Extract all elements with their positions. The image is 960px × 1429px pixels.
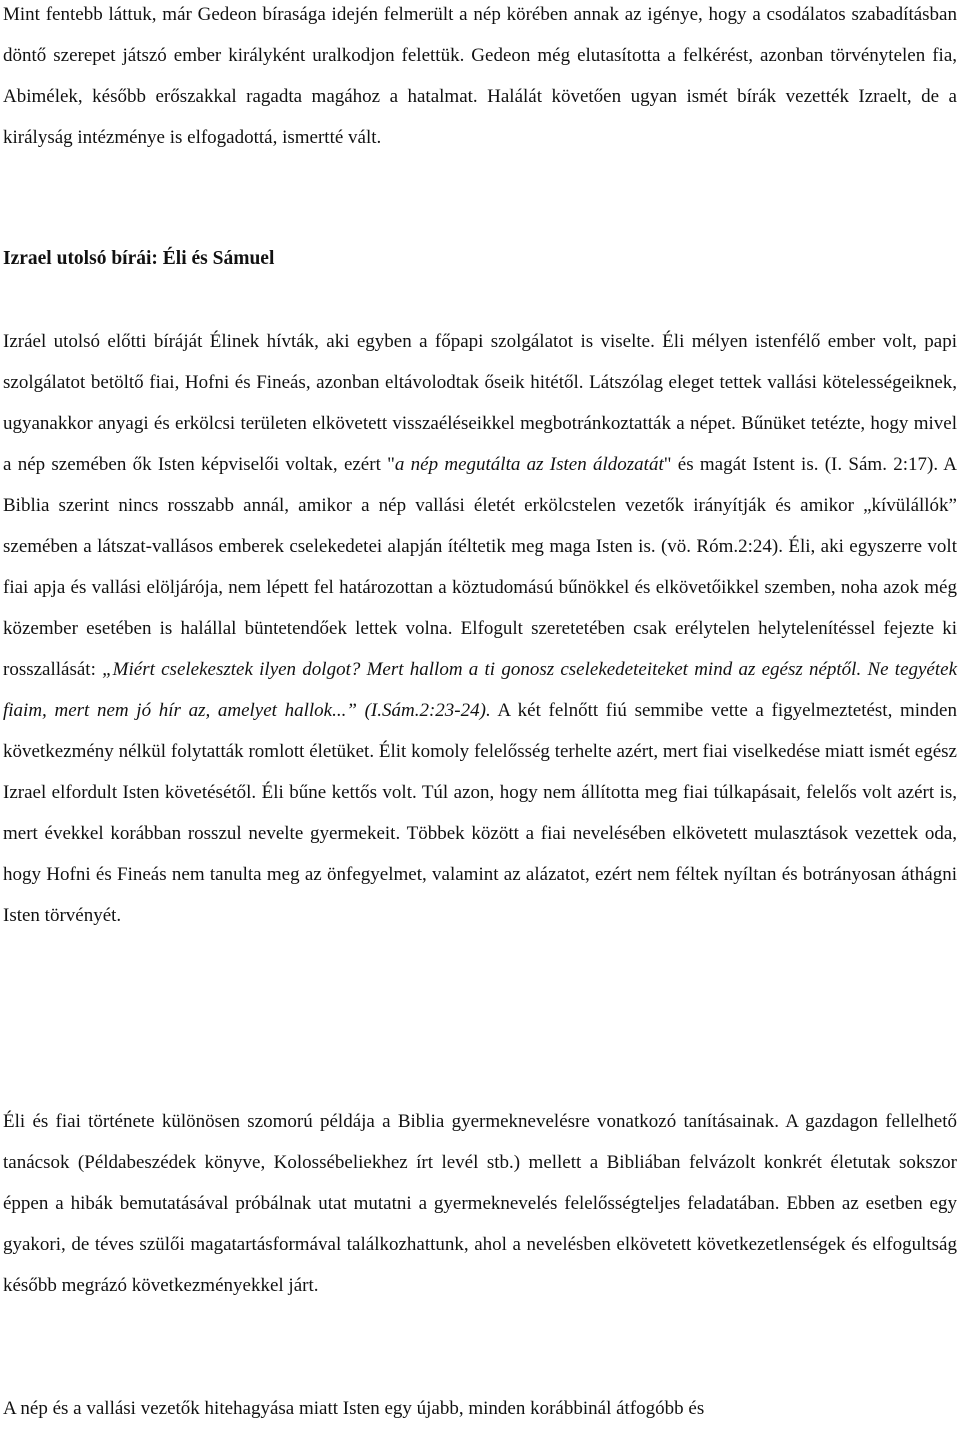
paragraph-eli-part-2: " és magát Istent is. (I. Sám. 2:17). A Biblia szerint nincs rosszabb annál, amikor a nép vallási életét erkölcstelen vezetők irányítják és amikor „kívülállók” szemében a látszat-vallásos emberek cselekedetei alapján ítéltetik meg maga Isten is. (vö. Róm.2:24). Éli, aki egyszerre volt fiai apja és vallási elöljárója, nem lépett fel határozottan a köztudomású bűnökkel és elkövetőikkel szemben, noha azok még közember esetében is halállal büntetendőek lettek volna. Elfogult szeretetében csak erélytelen helytelenítéssel fejezte ki rosszallását: (3, 454, 958, 680)
quote-eli-rebuke: „Miért cselekesztek ilyen dolgot? Mert hallom a ti gonosz cselekedeteiteket mind az egész néptől. Ne tegyétek fiaim, mert nem jó hír az, amelyet hallok...” (I.Sám.2:23-24). (3, 659, 958, 721)
paragraph-eli (3, 321, 957, 936)
section-heading: Izrael utolsó bírái: Éli és Sámuel (3, 248, 275, 269)
paragraph-apostasy-text: A nép és a vallási vezetők hitehagyása miatt Isten egy újabb, minden korábbinál átfogóbb és (3, 1398, 705, 1419)
paragraph-intro (3, 0, 957, 158)
paragraph-upbringing (3, 1101, 957, 1306)
paragraph-apostasy (3, 1388, 957, 1429)
quote-sacrifice: a nép megutálta az Isten áldozatát (394, 454, 664, 475)
paragraph-upbringing-text: Éli és fiai története különösen szomorú példája a Biblia gyermeknevelésre vonatkozó tanításainak. A gazdagon fellelhető tanácsok (Példabeszédek könyve, Kolossébeliekhez írt levél stb.) mellett a Bibliában felvázolt konkrét életutak sokszor éppen a hibák bemutatásával próbálnak utat mutatni a gyermeknevelés felelősségteljes feladatában. Ebben az esetben egy gyakori, de téves szülői magatartásformával találkozhattunk, ahol a nevelésben elkövetett következetlenségek és elfogultság később megrázó következményekkel járt. (3, 1111, 957, 1296)
paragraph-intro-text: Mint fentebb láttuk, már Gedeon bírasága idején felmerült a nép körében annak az igénye, hogy a csodálatos szabadításban döntő szerepet játszó ember királyként uralkodjon felettük. Gedeon még elutasította a felkérést, azonban törvénytelen fia, Abimélek, később erőszakkal ragadta magához a hatalmat. Halálát követően ugyan ismét bírák vezették Izraelt, de a királyság intézménye is elfogadottá, ismertté vált. (3, 4, 957, 148)
paragraph-eli-part-3: A két felnőtt fiú semmibe vette a figyelmeztetést, minden következmény nélkül folytatták romlott életüket. Élit komoly felelősség terhelte azért, mert fiai viselkedése miatt ismét egész Izrael elfordult Isten követésétől. Éli bűne kettős volt. Túl azon, hogy nem állította meg fiai túlkapásait, felelős volt azért is, mert évekkel korábban rosszul nevelte gyermekeit. Többek között a fiai nevelésében elkövetett mulasztások vezettek oda, hogy Hofni és Fineás nem tanulta meg az önfegyelmet, valamint az alázatot, ezért nem féltek nyíltan és botrányosan áthágni Isten törvényét. (3, 700, 957, 926)
paragraph-eli-part-1: Izráel utolsó előtti bíráját Élinek hívták, aki egyben a főpapi szolgálatot is viselte. Éli mélyen istenfélő ember volt, papi szolgálatot betöltő fiai, Hofni és Fineás, azonban eltávolodtak őseik hitétől. Látszólag eleget tettek vallási kötelességeiknek, ugyanakkor anyagi és erkölcsi területen elkövetett visszaéléseikkel megbotránkoztatták a népet. Bűnüket tetézte, hogy mivel a nép szemében ők Isten képviselői voltak, ezért " (3, 331, 957, 475)
